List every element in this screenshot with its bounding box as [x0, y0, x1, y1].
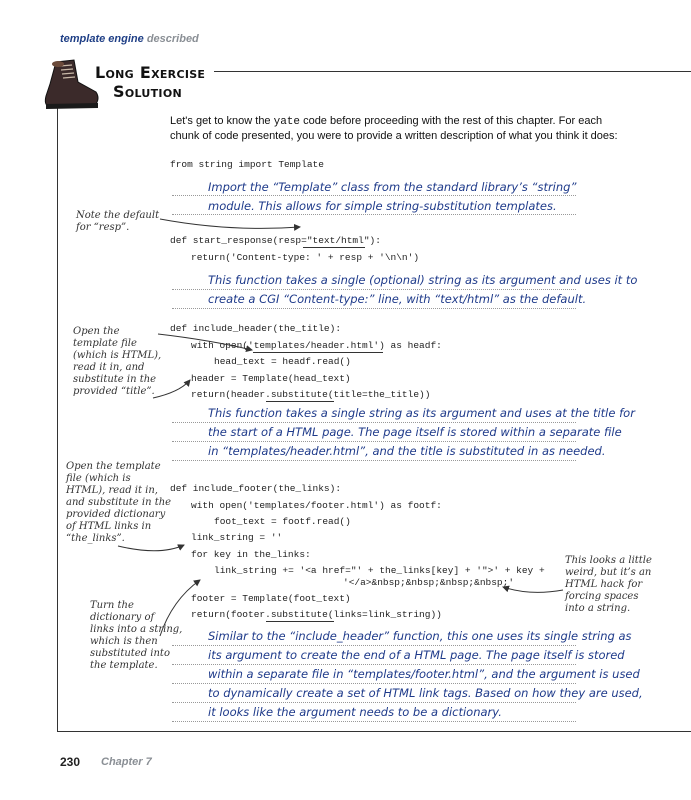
- code-footer-init: link_string = '': [191, 532, 283, 543]
- code-footer-link-1: link_string += '<a href="' + the_links[key] + '">' + key +: [214, 565, 545, 576]
- code-header-read: head_text = headf.read(): [214, 356, 351, 367]
- code-footer-read: foot_text = footf.read(): [214, 516, 351, 527]
- note-line: the template.: [90, 660, 158, 671]
- note-line: which is then: [90, 636, 158, 647]
- note-line: template file: [73, 338, 137, 349]
- code-header-tmpl: header = Template(head_text): [191, 373, 351, 384]
- code-start-def: def start_response(resp="text/html"):: [170, 235, 381, 246]
- arrow: [158, 334, 252, 350]
- note-line: This looks a little: [565, 555, 652, 566]
- arrow: [503, 587, 563, 592]
- code-header-def: def include_header(the_title):: [170, 323, 342, 334]
- answer-3-line-1: This function takes a single string as its argument and uses at the title for: [208, 406, 635, 420]
- chapter-label: Chapter 7: [101, 756, 152, 768]
- code-header-return: return(header.substitute(title=the_title)): [191, 389, 431, 400]
- code-footer-with: with open('templates/footer.html') as footf:: [191, 500, 442, 511]
- note-line: Turn the: [90, 600, 134, 611]
- note-line: provided dictionary: [66, 509, 166, 520]
- note-line: Note the default: [76, 210, 160, 221]
- answer-2-line-1: This function takes a single (optional) string as its argument and uses it to: [208, 273, 638, 287]
- answer-4-line-5: it looks like the argument needs to be a dictionary.: [208, 705, 502, 719]
- code-footer-for: for key in the_links:: [191, 549, 311, 560]
- answer-1-line-1: Import the “Template” class from the standard library’s “string”: [208, 180, 577, 194]
- note-line: provided “title”.: [73, 386, 155, 397]
- note-line: Open the: [73, 326, 120, 337]
- intro-text-1: Let's get to know the: [170, 115, 274, 127]
- note-line: “the_links”.: [66, 533, 125, 544]
- answer-1-line-2: module. This allows for simple string-substitution templates.: [208, 199, 557, 213]
- note-line: substituted into: [90, 648, 170, 659]
- answer-2-line-2: create a CGI “Content-type:” line, with “text/html” as the default.: [208, 292, 587, 306]
- arrow: [153, 380, 190, 398]
- note-line: weird, but it’s an: [565, 567, 652, 578]
- header-suffix: described: [146, 33, 199, 45]
- note-line: and substitute in the: [66, 497, 172, 508]
- answer-3-line-3: in “templates/header.html”, and the title is substituted in as needed.: [208, 444, 606, 458]
- code-footer-def: def include_footer(the_links):: [170, 483, 342, 494]
- note-line: into a string.: [565, 603, 631, 614]
- answer-4-line-4: to dynamically create a set of HTML link tags. Based on how they are used,: [208, 686, 643, 700]
- arrow: [118, 545, 184, 551]
- code-footer-link-2: '</a>&nbsp;&nbsp;&nbsp;&nbsp;': [343, 577, 515, 588]
- code-import: from string import Template: [170, 159, 324, 170]
- code-footer-return: return(footer.substitute(links=link_string)): [191, 609, 442, 620]
- title-line-1: Long Exercise: [95, 63, 206, 82]
- note-line: links into a string,: [90, 624, 183, 635]
- note-line: substitute in the: [73, 374, 157, 385]
- page-number: 230: [60, 755, 81, 769]
- code-header-with: with open('templates/header.html') as headf:: [191, 340, 442, 351]
- answer-4-line-3: within a separate file in “templates/footer.html”, and the argument is used: [208, 667, 640, 681]
- note-line: read it in, and: [73, 362, 145, 373]
- note-line: HTML hack for: [565, 579, 643, 590]
- code-footer-tmpl: footer = Template(foot_text): [191, 593, 351, 604]
- note-line: (which is HTML),: [73, 350, 162, 361]
- note-line: dictionary of: [90, 612, 155, 623]
- intro-text-2: code before proceeding with the rest of this chapter. For each chunk of code presented, you were to provide a written description of what you think it does:: [170, 115, 618, 142]
- intro-code: yate: [273, 116, 301, 128]
- answer-4-line-1: Similar to the “include_header” function, this one uses its single string as: [208, 629, 632, 643]
- note-line: file (which is: [66, 473, 131, 484]
- title-line-2: Solution: [113, 82, 182, 101]
- note-line: Open the template: [66, 461, 161, 472]
- note-line: forcing spaces: [565, 591, 639, 602]
- note-line: for “resp”.: [76, 222, 130, 233]
- answer-4-line-2: its argument to create the end of a HTML page. The page itself is stored: [208, 648, 625, 662]
- note-line: HTML), read it in,: [66, 485, 158, 496]
- arrow: [160, 580, 200, 636]
- header-topic: template engine: [60, 33, 144, 45]
- note-line: of HTML links in: [66, 521, 152, 532]
- code-start-return: return('Content-type: ' + resp + '\n\n'): [191, 252, 420, 263]
- answer-3-line-2: the start of a HTML page. The page itself is stored within a separate file: [208, 425, 622, 439]
- arrow: [160, 219, 300, 228]
